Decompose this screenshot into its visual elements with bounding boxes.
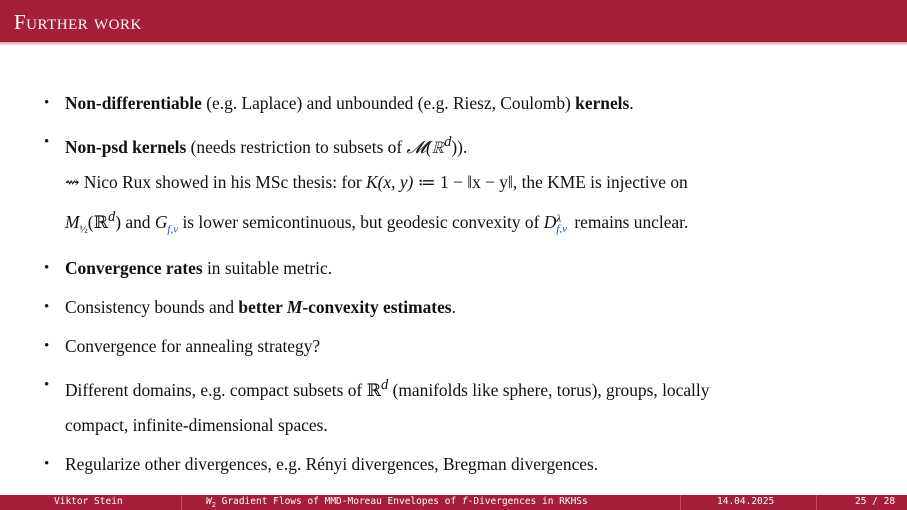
footer-bar bbox=[0, 495, 907, 510]
bullet-list bbox=[44, 86, 884, 486]
math-M: M bbox=[65, 211, 80, 232]
bullet-emphasis: better bbox=[238, 297, 287, 318]
bullet-emphasis: Convergence rates bbox=[65, 258, 203, 279]
footer-page-number: 25 / 28 bbox=[855, 496, 896, 507]
math-D: D bbox=[543, 211, 557, 232]
bullet-text: Consistency bounds and bbox=[65, 297, 239, 318]
bullet-text: ) and bbox=[115, 211, 155, 232]
bullet-item-domains bbox=[44, 368, 884, 443]
math-subscript: f,ν bbox=[556, 222, 568, 235]
bullet-emphasis: kernels bbox=[575, 93, 630, 113]
bullet-icon: • bbox=[44, 377, 50, 394]
bullet-text: is lower semicontinuous, but geodesic convexity of bbox=[178, 211, 544, 232]
bullet-emphasis: -convexity estimates bbox=[302, 297, 452, 318]
math-superscript: λ bbox=[556, 212, 562, 225]
bullet-item-rates bbox=[44, 251, 884, 286]
bullet-item-regularize bbox=[44, 447, 884, 482]
math-superscript: d bbox=[108, 208, 116, 225]
footer-title-text: Gradient Flows of MMD-Moreau Envelopes of bbox=[215, 496, 462, 507]
math-reals: (ℝ bbox=[87, 211, 108, 232]
math-measure-space: 𝓜(ℝ bbox=[406, 136, 445, 157]
footer-divider bbox=[181, 495, 182, 510]
footer-author: Viktor Stein bbox=[54, 496, 123, 507]
footer-title-text: -Divergences in RKHSs bbox=[467, 496, 588, 507]
bullet-text: )). bbox=[451, 136, 468, 157]
bullet-icon: • bbox=[44, 455, 50, 472]
bullet-icon: • bbox=[44, 95, 50, 111]
bullet-text: (manifolds like sphere, torus), groups, locally bbox=[388, 379, 710, 400]
bullet-text: Different domains, e.g. compact subsets of ℝ bbox=[65, 379, 381, 400]
math-subscript: f,ν bbox=[167, 223, 179, 236]
footer-title-f: f bbox=[461, 496, 468, 507]
math-subscript: ½ bbox=[79, 223, 88, 236]
math-kernel-def: ≔ 1 − ‖x − y‖ bbox=[413, 171, 513, 192]
bullet-item-annealing bbox=[44, 329, 884, 364]
bullet-item-nondiff bbox=[44, 86, 884, 121]
bullet-icon: • bbox=[44, 299, 50, 316]
footer-title-w: W bbox=[206, 496, 212, 507]
title-bar bbox=[0, 0, 907, 42]
math-superscript: d bbox=[380, 377, 389, 394]
math-M: M bbox=[286, 297, 303, 318]
math-G: G bbox=[154, 211, 168, 232]
bullet-text: (needs restriction to subsets of bbox=[186, 136, 407, 157]
math-sub-sup bbox=[556, 214, 567, 234]
bullet-emphasis: Non-differentiable bbox=[65, 93, 202, 113]
bullet-text: (e.g. Laplace) and unbounded (e.g. Riesz, Coulomb) bbox=[201, 93, 576, 113]
bullet-subline bbox=[65, 165, 884, 200]
bullet-text: . bbox=[451, 297, 456, 318]
bullet-subline bbox=[65, 200, 884, 247]
footer-date: 14.04.2025 bbox=[717, 496, 775, 507]
bullet-text: . bbox=[629, 93, 634, 113]
bullet-text: remains unclear. bbox=[570, 211, 689, 232]
bullet-icon: • bbox=[44, 338, 50, 355]
bullet-text: ⇝ Nico Rux showed in his MSc thesis: for bbox=[65, 171, 367, 192]
bullet-text: Convergence for annealing strategy? bbox=[65, 336, 321, 357]
bullet-text: , the KME is injective on bbox=[512, 171, 688, 192]
title-bar-shadow bbox=[0, 42, 907, 46]
footer-divider bbox=[680, 495, 681, 510]
bullet-icon: • bbox=[44, 134, 50, 150]
bullet-item-nonpsd bbox=[44, 125, 884, 247]
slide-title: Further work bbox=[14, 10, 142, 34]
bullet-text: in suitable metric. bbox=[202, 258, 333, 279]
bullet-subline: compact, infinite-dimensional spaces. bbox=[65, 414, 328, 435]
footer-title-sub: 2 bbox=[211, 500, 216, 509]
bullet-icon: • bbox=[44, 260, 50, 277]
bullet-item-consistency bbox=[44, 290, 884, 325]
math-kernel: K(x, y) bbox=[366, 171, 414, 192]
footer-divider bbox=[816, 495, 817, 510]
bullet-emphasis: Non-psd kernels bbox=[65, 136, 187, 157]
bullet-text: Regularize other divergences, e.g. Rényi divergences, Bregman divergences. bbox=[65, 453, 599, 474]
math-superscript: d bbox=[444, 134, 452, 150]
footer-title bbox=[206, 496, 588, 509]
